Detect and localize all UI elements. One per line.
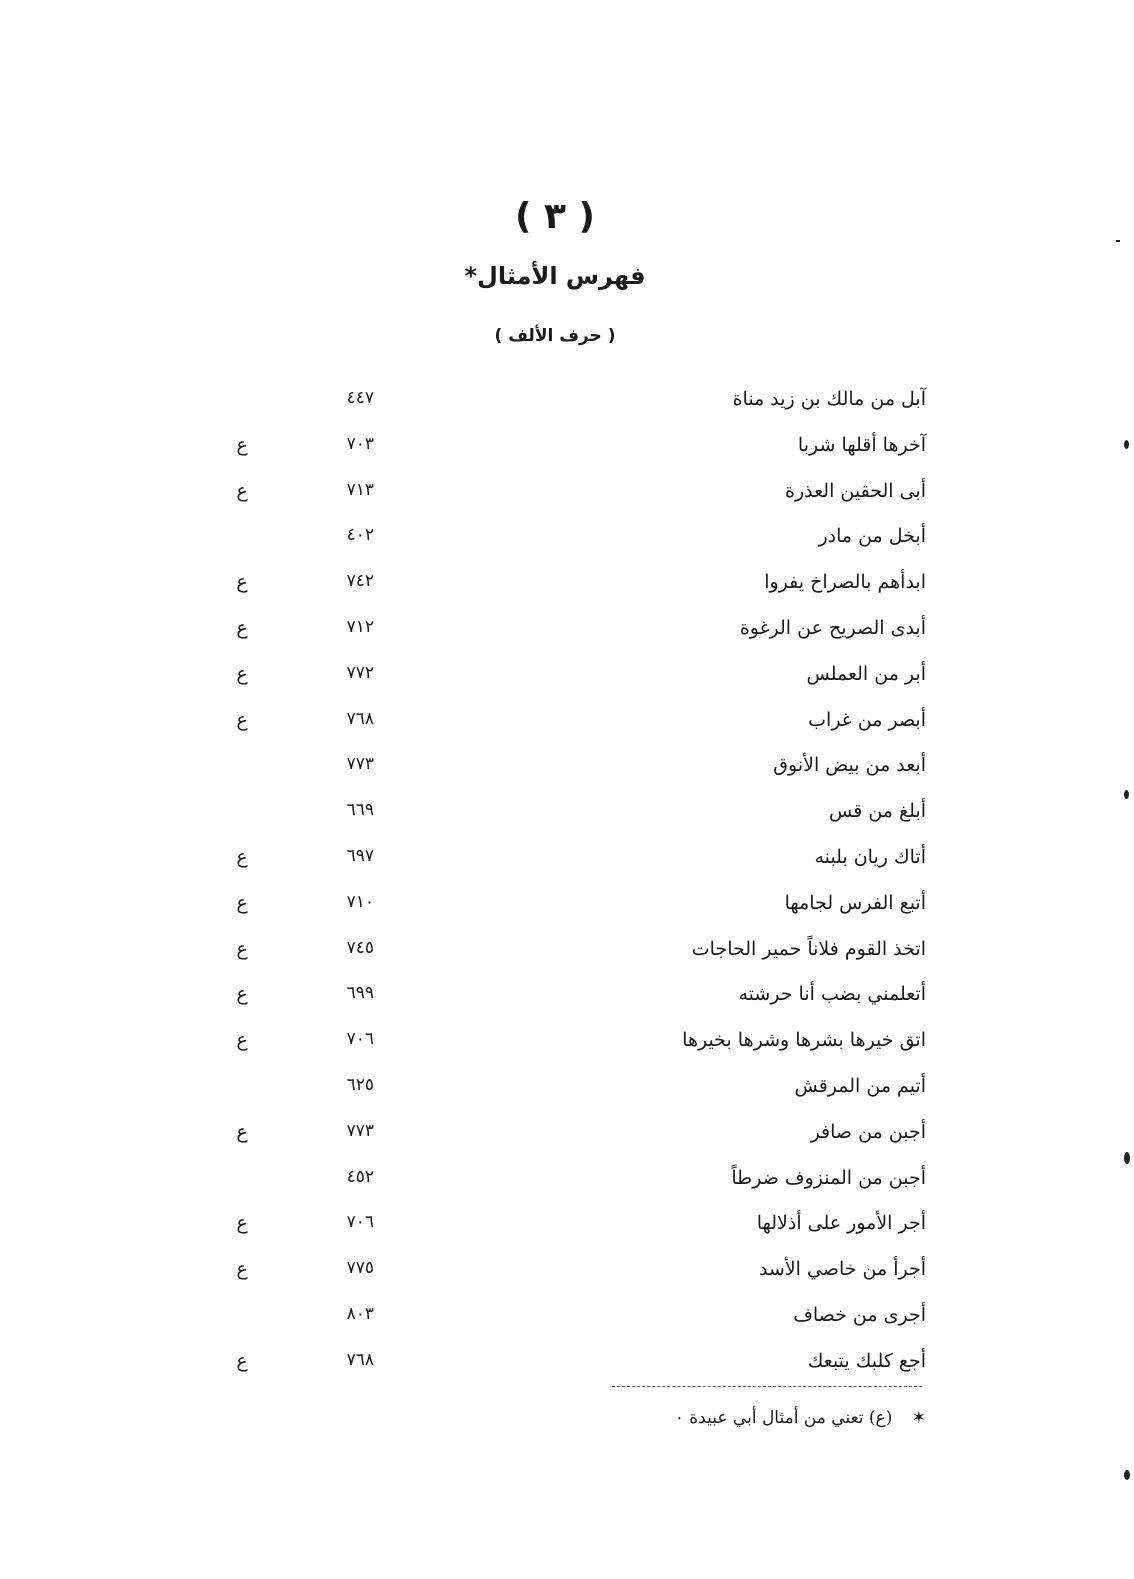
index-entry-row: [0, 703, 1134, 749]
page-number: ٧١٣: [346, 479, 374, 500]
index-entry-row: [0, 382, 1134, 428]
page-number: ٧٤٢: [346, 571, 374, 592]
proverb-text: أجبن من صافر: [810, 1120, 926, 1143]
index-entry-row: [0, 1252, 1134, 1298]
page-number: ٧١٢: [346, 616, 374, 637]
footnote-star-icon: ✶: [911, 1408, 926, 1428]
footnote-divider: [612, 1386, 922, 1387]
page-number: ٦٩٧: [346, 845, 374, 866]
index-entry-row: [0, 1069, 1134, 1115]
index-entry-row: [0, 1206, 1134, 1252]
scan-speck: [1124, 1152, 1130, 1164]
page-number: ٧٤٥: [346, 937, 374, 958]
proverb-text: أبر من العملس: [806, 662, 926, 685]
proverb-text: أتاك ريان بلبنه: [814, 845, 926, 868]
abu-ubayda-mark: ع: [236, 479, 248, 502]
index-entry-row: [0, 794, 1134, 840]
index-entry-row: [0, 1161, 1134, 1207]
proverb-text: أبدى الصريح عن الرغوة: [739, 616, 926, 639]
index-entry-row: [0, 657, 1134, 703]
page-number: ٧٠٦: [346, 1029, 374, 1050]
proverb-text: أتيم من المرقش: [794, 1074, 926, 1097]
proverb-text: أجع كلبك يتبعك: [807, 1349, 926, 1372]
index-entry-row: [0, 428, 1134, 474]
footnote-text: (ع) تعني من أمثال أبي عبيدة ٠: [674, 1408, 893, 1428]
index-entry-row: [0, 1023, 1134, 1069]
proverb-text: أبخل من مادر: [818, 525, 926, 548]
page-number: ٤٤٧: [346, 388, 374, 408]
index-entry-row: [0, 1344, 1134, 1390]
page-number: ٤٠٢: [346, 525, 374, 546]
page-number: ٦٦٩: [346, 800, 374, 821]
page-number: ٧٠٣: [346, 433, 374, 454]
index-entry-row: [0, 840, 1134, 886]
abu-ubayda-mark: ع: [236, 937, 248, 960]
page-number: ٤٥٢: [346, 1166, 374, 1187]
proverb-text: أبى الحقين العذرة: [785, 479, 926, 502]
page-number: ٨٠٣: [346, 1303, 374, 1324]
page-number: ٧١٠: [346, 891, 374, 912]
abu-ubayda-mark: ع: [236, 1258, 248, 1281]
proverb-text: أجر الأمور على أذلالها: [756, 1212, 926, 1235]
index-entry-row: [0, 748, 1134, 794]
index-entry-row: [0, 474, 1134, 520]
letter-heading: ( حرف الألف ): [494, 326, 616, 346]
proverb-text: اتق خيرها بشرها وشرها بخيرها: [682, 1029, 926, 1052]
scan-speck: [1124, 1470, 1130, 1480]
proverb-text: ابدأهم بالصراخ يفروا: [764, 571, 926, 594]
page-number: ٧٧٥: [346, 1258, 374, 1279]
scan-speck: [1124, 440, 1129, 449]
index-entry-row: [0, 611, 1134, 657]
proverb-text: أبلغ من قس: [829, 800, 926, 823]
scan-speck: [1116, 240, 1120, 242]
proverb-text: أتعلمني بضب أنا حرشته: [738, 983, 926, 1006]
index-entry-row: [0, 565, 1134, 611]
index-entry-row: [0, 519, 1134, 565]
abu-ubayda-mark: ع: [236, 1029, 248, 1052]
proverb-text: أجبن من المنزوف ضرطاً: [731, 1166, 926, 1189]
abu-ubayda-mark: ع: [236, 983, 248, 1006]
proverb-text: اتخذ القوم فلاناً حمير الحاجات: [691, 937, 926, 960]
abu-ubayda-mark: ع: [236, 1120, 248, 1143]
proverb-text: أجرأ من خاصي الأسد: [758, 1258, 926, 1281]
footnote: [675, 1408, 926, 1428]
index-entry-row: [0, 1298, 1134, 1344]
proverb-text: أبصر من غراب: [808, 708, 926, 731]
proverb-index-list: [0, 382, 1134, 1390]
page-number: ٦٩٩: [346, 983, 374, 1004]
page-number: ٧٦٨: [346, 708, 374, 729]
index-entry-row: [0, 977, 1134, 1023]
proverb-text: أبعد من بيض الأنوق: [773, 754, 926, 777]
proverb-text: أتبع الفرس لجامها: [784, 891, 926, 914]
abu-ubayda-mark: ع: [236, 433, 248, 456]
scan-speck: [1124, 790, 1129, 799]
page-number: ٧٧٣: [346, 754, 374, 775]
abu-ubayda-mark: ع: [236, 662, 248, 685]
page-number: ٧٧٢: [346, 662, 374, 683]
page-number: ٧٠٦: [346, 1212, 374, 1233]
proverb-text: آبل من مالك بن زيد مناة: [732, 388, 926, 410]
index-entry-row: [0, 932, 1134, 978]
abu-ubayda-mark: ع: [236, 891, 248, 914]
index-entry-row: [0, 886, 1134, 932]
section-number: ( ٣ ): [515, 196, 595, 237]
page-number: ٦٢٥: [346, 1074, 374, 1095]
page-title: فهرس الأمثال*: [464, 262, 646, 290]
abu-ubayda-mark: ع: [236, 1349, 248, 1372]
abu-ubayda-mark: ع: [236, 571, 248, 594]
abu-ubayda-mark: ع: [236, 616, 248, 639]
abu-ubayda-mark: ع: [236, 845, 248, 868]
proverb-text: أجرى من خصاف: [793, 1303, 926, 1326]
proverb-text: آخرها أقلها شربا: [797, 433, 926, 456]
abu-ubayda-mark: ع: [236, 1212, 248, 1235]
page-number: ٧٦٨: [346, 1349, 374, 1370]
page-number: ٧٧٣: [346, 1120, 374, 1141]
abu-ubayda-mark: ع: [236, 708, 248, 731]
index-entry-row: [0, 1115, 1134, 1161]
